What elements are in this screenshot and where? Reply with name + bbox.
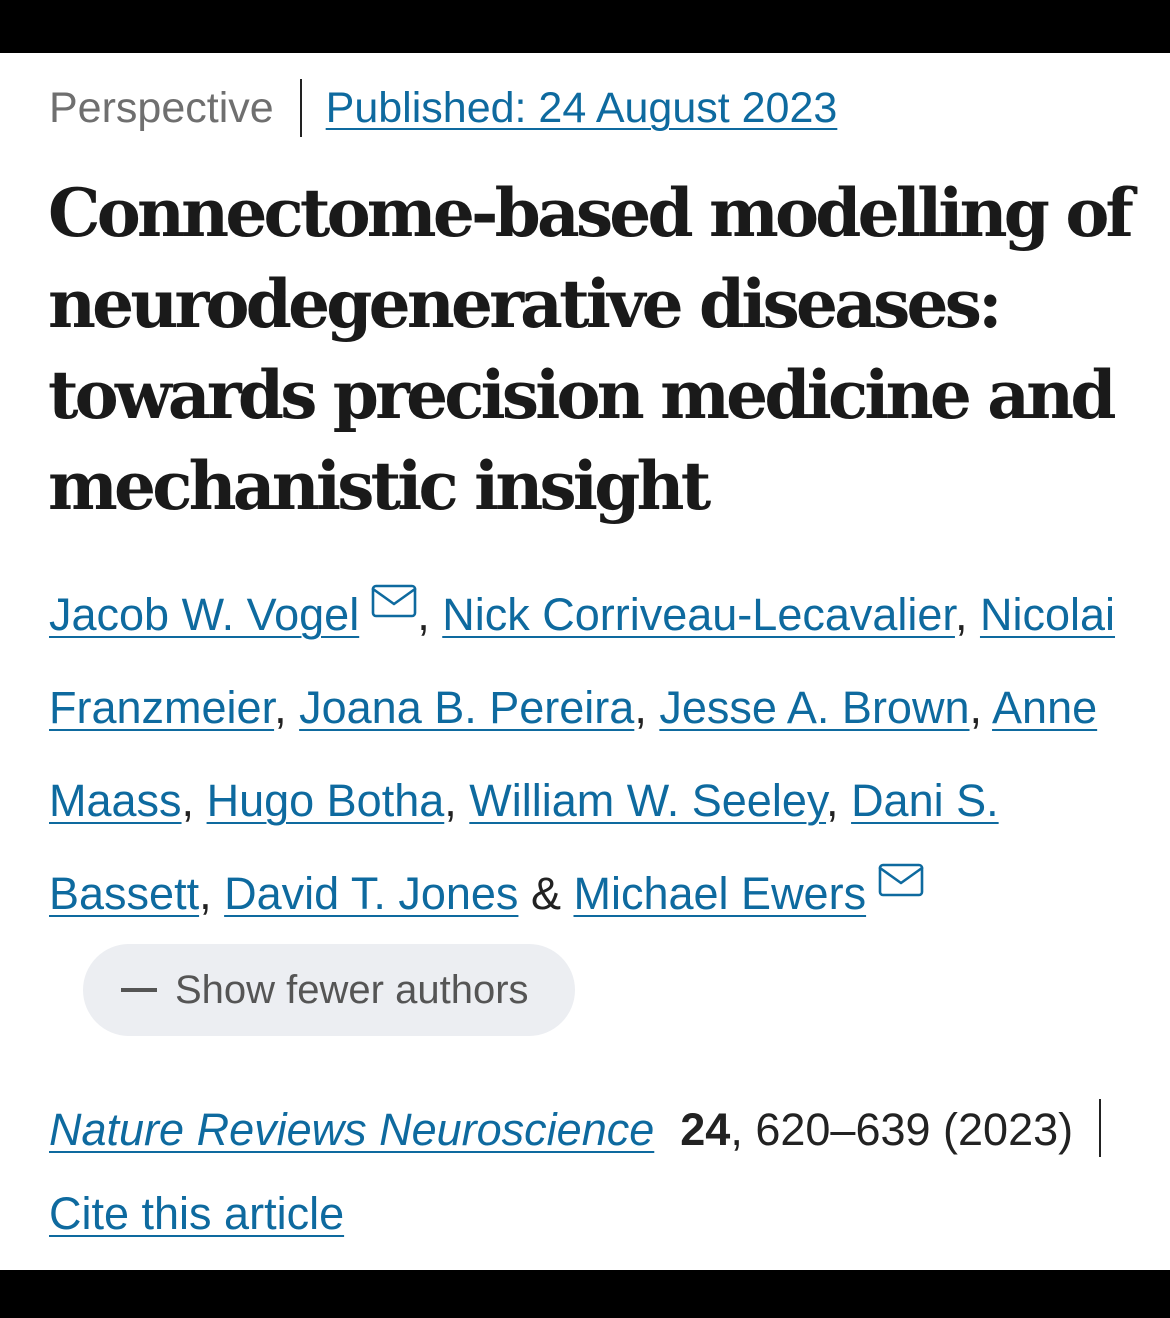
mail-icon[interactable] bbox=[371, 584, 417, 618]
author-link[interactable]: Nick Corriveau-Lecavalier bbox=[442, 589, 955, 640]
author-link[interactable]: Jacob W. Vogel bbox=[49, 589, 360, 640]
author-link[interactable]: Jesse A. Brown bbox=[659, 682, 970, 733]
author-separator: , bbox=[417, 589, 430, 640]
citation-divider bbox=[1099, 1099, 1101, 1157]
year: (2023) bbox=[943, 1104, 1074, 1155]
pages: , 620–639 bbox=[730, 1104, 931, 1155]
mail-icon[interactable] bbox=[878, 863, 924, 897]
journal-link[interactable]: Nature Reviews Neuroscience bbox=[49, 1104, 655, 1155]
author-separator: , bbox=[634, 682, 647, 733]
article-header bbox=[0, 53, 1170, 1270]
cite-article-link[interactable]: Cite this article bbox=[49, 1188, 345, 1239]
author-separator: , bbox=[954, 589, 968, 640]
show-fewer-label: Show fewer authors bbox=[175, 968, 529, 1013]
author-list bbox=[49, 568, 1139, 1036]
author-separator: , bbox=[826, 775, 839, 826]
meta-divider bbox=[300, 79, 302, 137]
author-link[interactable]: Dani S. Bassett bbox=[49, 775, 999, 919]
author-separator: , bbox=[181, 775, 195, 826]
author-link[interactable]: William W. Seeley bbox=[469, 775, 827, 826]
author-link[interactable]: David T. Jones bbox=[224, 868, 519, 919]
show-fewer-authors-button[interactable] bbox=[83, 944, 575, 1036]
article-title: Connectome-based modelling of neurodegenerative diseases: towards precision medicine and mechanistic insight bbox=[48, 174, 1131, 525]
article-type: Perspective bbox=[49, 84, 274, 132]
author-separator: , bbox=[969, 682, 983, 733]
author-separator: , bbox=[274, 682, 287, 733]
author-separator: , bbox=[444, 775, 457, 826]
published-date-link[interactable]: Published: 24 August 2023 bbox=[325, 84, 838, 132]
author-separator: , bbox=[199, 868, 212, 919]
author-link[interactable]: Anne Maass bbox=[49, 682, 1098, 826]
minus-icon bbox=[121, 988, 157, 992]
author-link[interactable]: Nicolai Franzmeier bbox=[49, 589, 1116, 733]
author-link[interactable]: Joana B. Pereira bbox=[299, 682, 635, 733]
citation bbox=[49, 1088, 1139, 1256]
article-meta bbox=[49, 81, 837, 135]
author-link[interactable]: Michael Ewers bbox=[573, 868, 867, 919]
author-link[interactable]: Hugo Botha bbox=[206, 775, 445, 826]
author-ampersand: & bbox=[530, 868, 561, 919]
volume: 24 bbox=[680, 1104, 731, 1155]
